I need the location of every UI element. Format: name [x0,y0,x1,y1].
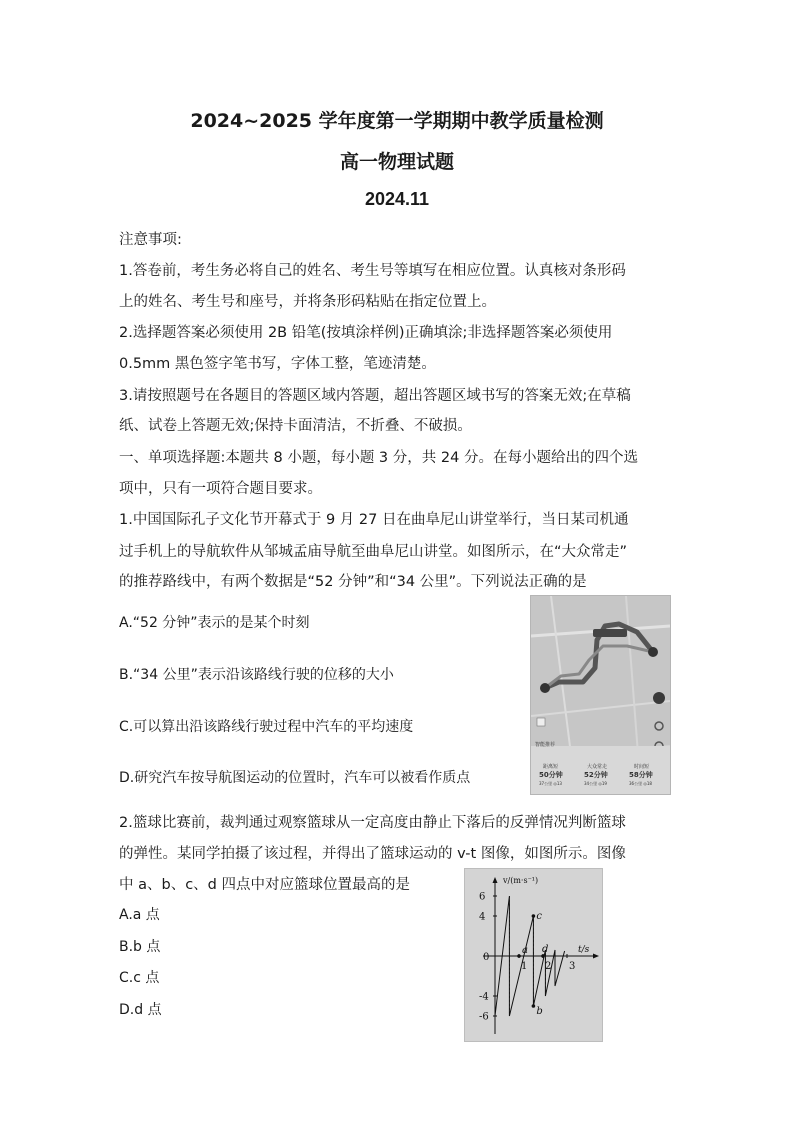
vt-graph [465,869,602,1041]
x-tick-label: 2 [545,961,552,972]
q2-option-b: B.b 点 [119,939,161,955]
route-card-1 [584,763,608,786]
q1-stem: 的推荐路线中，有两个数据是“52 分钟”和“34 公里”。下列说法正确的是 [119,574,587,590]
y-tick-label: -6 [479,1011,489,1023]
q1-stem: 过手机上的导航软件从邹城孟庙导航至曲阜尼山讲堂。如图所示，在“大众常走” [119,544,628,560]
x-tick-label: 1 [521,961,528,972]
q1-option-c: C.可以算出沿该路线行驶过程中汽车的平均速度 [119,719,414,735]
svg-text:52分钟: 52分钟 [584,771,608,779]
point-b [532,1004,536,1008]
x-tick-label: 3 [569,961,576,972]
q2-stem: 的弹性。某同学拍摄了该过程，并得出了篮球运动的 v-t 图像，如图所示。图像 [119,846,626,862]
svg-text:36公里 ◎18: 36公里 ◎18 [629,781,652,786]
q2-option-c: C.c 点 [119,970,160,986]
svg-text:34公里 ◎19: 34公里 ◎19 [584,781,607,786]
svg-text:37公里 ◎13: 37公里 ◎13 [539,781,562,786]
notice-line: 2.选择题答案必须使用 2B 铅笔(按填涂样例)正确填涂;非选择题答案必须使用 [119,325,613,341]
section-heading: 项中，只有一项符合题目要求。 [119,481,322,497]
notice-heading: 注意事项: [119,232,182,248]
q2-option-d: D.d 点 [119,1002,162,1018]
y-tick-label: 6 [479,891,486,903]
q1-option-a: A.“52 分钟”表示的是某个时刻 [119,615,310,631]
y-tick-label: 4 [479,911,486,923]
exam-title: 2024~2025 学年度第一学期期中教学质量检测 [190,110,604,132]
notice-line: 1.答卷前，考生务必将自己的姓名、考生号等填写在相应位置。认真核对条形码 [119,263,626,279]
q2-stem: 中 a、b、c、d 四点中对应篮球位置最高的是 [119,877,410,893]
point-label-b: b [536,1006,543,1017]
svg-text:大众常走: 大众常走 [587,764,608,770]
y-tick-label: -4 [479,991,489,1003]
map-recommend-label: 智能推荐 [535,742,556,748]
point-label-a: a [522,945,528,956]
start-marker [540,683,550,693]
q1-option-b: B.“34 公里”表示沿该路线行驶的位移的大小 [119,667,394,683]
point-c [532,914,536,918]
section-heading: 一、单项选择题:本题共 8 小题，每小题 3 分，共 24 分。在每小题给出的四个选 [119,450,638,466]
navigation-map-figure [530,595,671,795]
notice-line: 上的姓名、考生号和座号，并将条形码粘贴在指定位置上。 [119,294,496,310]
navigation-map [531,596,670,794]
svg-text:时间短: 时间短 [634,764,650,770]
layers-icon [653,692,665,704]
q1-stem: 1.中国国际孔子文化节开幕式于 9 月 27 日在曲阜尼山讲堂举行，当日某司机通 [119,512,629,528]
exam-date: 2024.11 [364,189,430,209]
svg-text:58分钟: 58分钟 [629,771,653,779]
point-label-d: d [542,944,549,955]
end-marker [648,647,658,657]
notice-line: 0.5mm 黑色签字笔书写，字体工整，笔迹清楚。 [119,356,436,372]
exam-subtitle: 高一物理试题 [339,151,454,173]
y-tick-label: 0 [483,952,490,963]
q2-option-a: A.a 点 [119,907,160,923]
vt-graph-figure [464,868,603,1042]
notice-line: 3.请按照题号在各题目的答题区域内答题，超出答题区域书写的答案无效;在草稿 [119,388,631,404]
q2-stem: 2.篮球比赛前，裁判通过观察篮球从一定高度由静止下落后的反弹情况判断篮球 [119,815,626,831]
point-label-c: c [536,911,543,922]
y-axis-label: v/(m·s⁻¹) [503,876,539,885]
svg-text:50分钟: 50分钟 [539,771,563,779]
point-a [517,954,521,958]
notice-line: 纸、试卷上答题无效;保持卡面清洁，不折叠、不破损。 [119,418,472,434]
q1-option-d: D.研究汽车按导航图运动的位置时，汽车可以被看作质点 [119,770,471,786]
svg-text:距离短: 距离短 [543,764,559,770]
x-axis-label: t/s [578,945,590,955]
